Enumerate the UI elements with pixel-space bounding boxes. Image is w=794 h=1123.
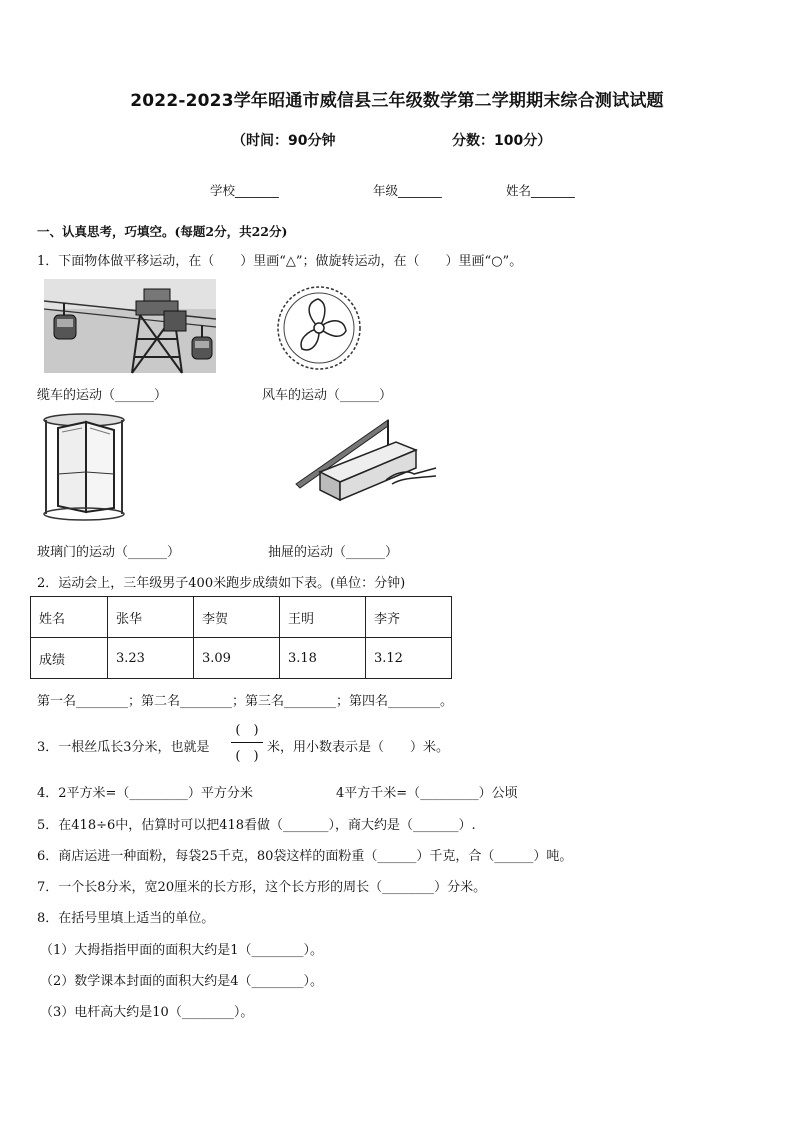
section-heading: 一、认真思考，巧填空。(每题2分，共22分) [37, 224, 288, 239]
q8-item-3: （3）电杆高大约是10（________）。 [40, 1005, 254, 1020]
exam-score: 分数：100分） [452, 133, 552, 149]
table-cell: 王明 [280, 597, 366, 638]
school-field: 学校_______ [210, 183, 279, 198]
table-cell: 3.12 [366, 638, 452, 679]
windmill-image [276, 285, 362, 371]
name-field: 姓名_______ [506, 183, 575, 198]
fraction-denominator: ( ) [235, 749, 259, 764]
glass-door-image [40, 414, 128, 522]
table-cell: 3.09 [194, 638, 280, 679]
exam-time: （时间：90分钟 [232, 133, 336, 149]
q4-part-a: 4．2平方米=（_________）平方分米 [37, 786, 253, 801]
table-cell: 成绩 [31, 638, 108, 679]
score-table [30, 596, 452, 679]
page-title: 2022-2023学年昭通市威信县三年级数学第二学期期末综合测试试题 [130, 91, 664, 111]
drawer-answer: 抽屉的运动（______） [268, 545, 399, 560]
drawer-image [296, 420, 436, 502]
q5-text: 5．在418÷6中，估算时可以把418看做（_______），商大约是（_______）. [37, 818, 476, 833]
q3-before: 3．一根丝瓜长3分米，也就是 [37, 740, 210, 755]
windmill-answer: 风车的运动（______） [262, 388, 393, 403]
q2-rank: 第一名________；第二名________；第三名________；第四名________。 [37, 694, 454, 709]
table-cell: 李贺 [194, 597, 280, 638]
q6-text: 6．商店运进一种面粉，每袋25千克，80袋这样的面粉重（______）千克，合（______）吨。 [37, 849, 573, 864]
q8-text: 8．在括号里填上适当的单位。 [37, 911, 215, 926]
table-row [31, 638, 452, 679]
table-cell: 李齐 [366, 597, 452, 638]
table-cell: 3.18 [280, 638, 366, 679]
q1-text: 1．下面物体做平移运动，在（ ）里画“△”；做旋转运动，在（ ）里画“○”。 [37, 254, 523, 269]
q7-text: 7．一个长8分米，宽20厘米的长方形，这个长方形的周长（________）分米。 [37, 880, 487, 895]
q2-text: 2．运动会上，三年级男子400米跑步成绩如下表。(单位：分钟) [37, 576, 406, 591]
q8-item-1: （1）大拇指指甲面的面积大约是1（________）。 [40, 943, 324, 958]
fraction [229, 719, 265, 765]
table-cell: 3.23 [108, 638, 194, 679]
q8-item-2: （2）数学课本封面的面积大约是4（________）。 [40, 974, 324, 989]
fraction-bar [231, 742, 263, 743]
glass-door-answer: 玻璃门的运动（______） [37, 545, 181, 560]
table-cell: 姓名 [31, 597, 108, 638]
table-cell: 张华 [108, 597, 194, 638]
grade-field: 年级_______ [373, 183, 442, 198]
cable-car-answer: 缆车的运动（______） [37, 388, 168, 403]
fraction-numerator: ( ) [235, 723, 259, 738]
table-row [31, 597, 452, 638]
cable-car-image [44, 279, 216, 373]
q3-after: 米，用小数表示是（ ）米。 [267, 740, 450, 755]
q4-part-b: 4平方千米=（_________）公顷 [336, 786, 518, 801]
